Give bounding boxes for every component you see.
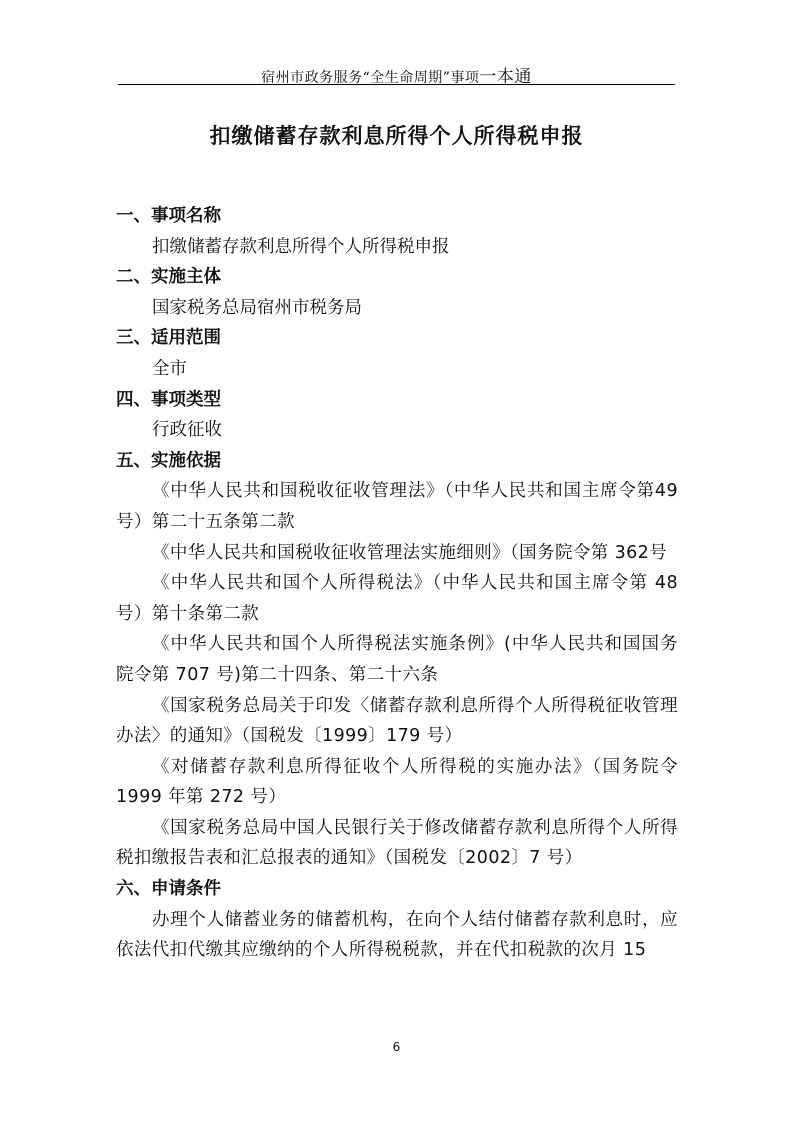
basis-paragraph: 《国家税务总局关于印发〈储蓄存款利息所得个人所得税征收管理办法〉的通知》（国税发〔1999〕179 号）: [116, 695, 678, 747]
section-heading: 二、实施主体: [116, 267, 221, 288]
header-rule: [118, 84, 675, 85]
section-heading: 三、适用范围: [116, 328, 221, 349]
condition-paragraph: 办理个人储蓄业务的储蓄机构，在向个人结付储蓄存款利息时，应依法代扣代缴其应缴纳的个人所得税税款，并在代扣税款的次月 15: [116, 909, 678, 961]
section-text: 行政征收: [152, 420, 222, 441]
section-heading: 六、申请条件: [116, 879, 221, 900]
basis-paragraph: 《中华人民共和国税收征收管理法实施细则》（国务院令第 362号: [152, 542, 668, 563]
section-heading: 四、事项类型: [116, 389, 221, 410]
basis-paragraph: 《中华人民共和国税收征收管理法》（中华人民共和国主席令第49号）第二十五条第二款: [116, 481, 678, 532]
page-number: 6: [392, 1040, 401, 1054]
basis-paragraph: 《国家税务总局中国人民银行关于修改储蓄存款利息所得个人所得税扣缴报告表和汇总报表的通知》（国税发〔2002〕7 号）: [116, 817, 678, 869]
section-text: 全市: [152, 358, 187, 379]
section-heading: 五、实施依据: [116, 450, 221, 471]
section-text: 国家税务总局宿州市税务局: [152, 297, 362, 318]
basis-paragraph: 《对储蓄存款利息所得征收个人所得税的实施办法》（国务院令1999 年第 272 号）: [116, 756, 678, 808]
basis-paragraph: 《中华人民共和国个人所得税法》（中华人民共和国主席令第 48号）第十条第二款: [116, 573, 678, 624]
section-text: 扣缴储蓄存款利息所得个人所得税申报: [152, 236, 450, 257]
basis-paragraph: 《中华人民共和国个人所得税法实施条例》(中华人民共和国国务院令第 707 号)第二十四条、第二十六条: [116, 634, 678, 685]
document-title: 扣缴储蓄存款利息所得个人所得税申报: [209, 124, 584, 148]
running-header-tail: 一本通: [479, 67, 532, 87]
document-body: [116, 201, 678, 966]
section-heading: 一、事项名称: [116, 206, 221, 226]
running-header-main: 宿州市政务服务“全生命周期”事项: [261, 70, 480, 86]
